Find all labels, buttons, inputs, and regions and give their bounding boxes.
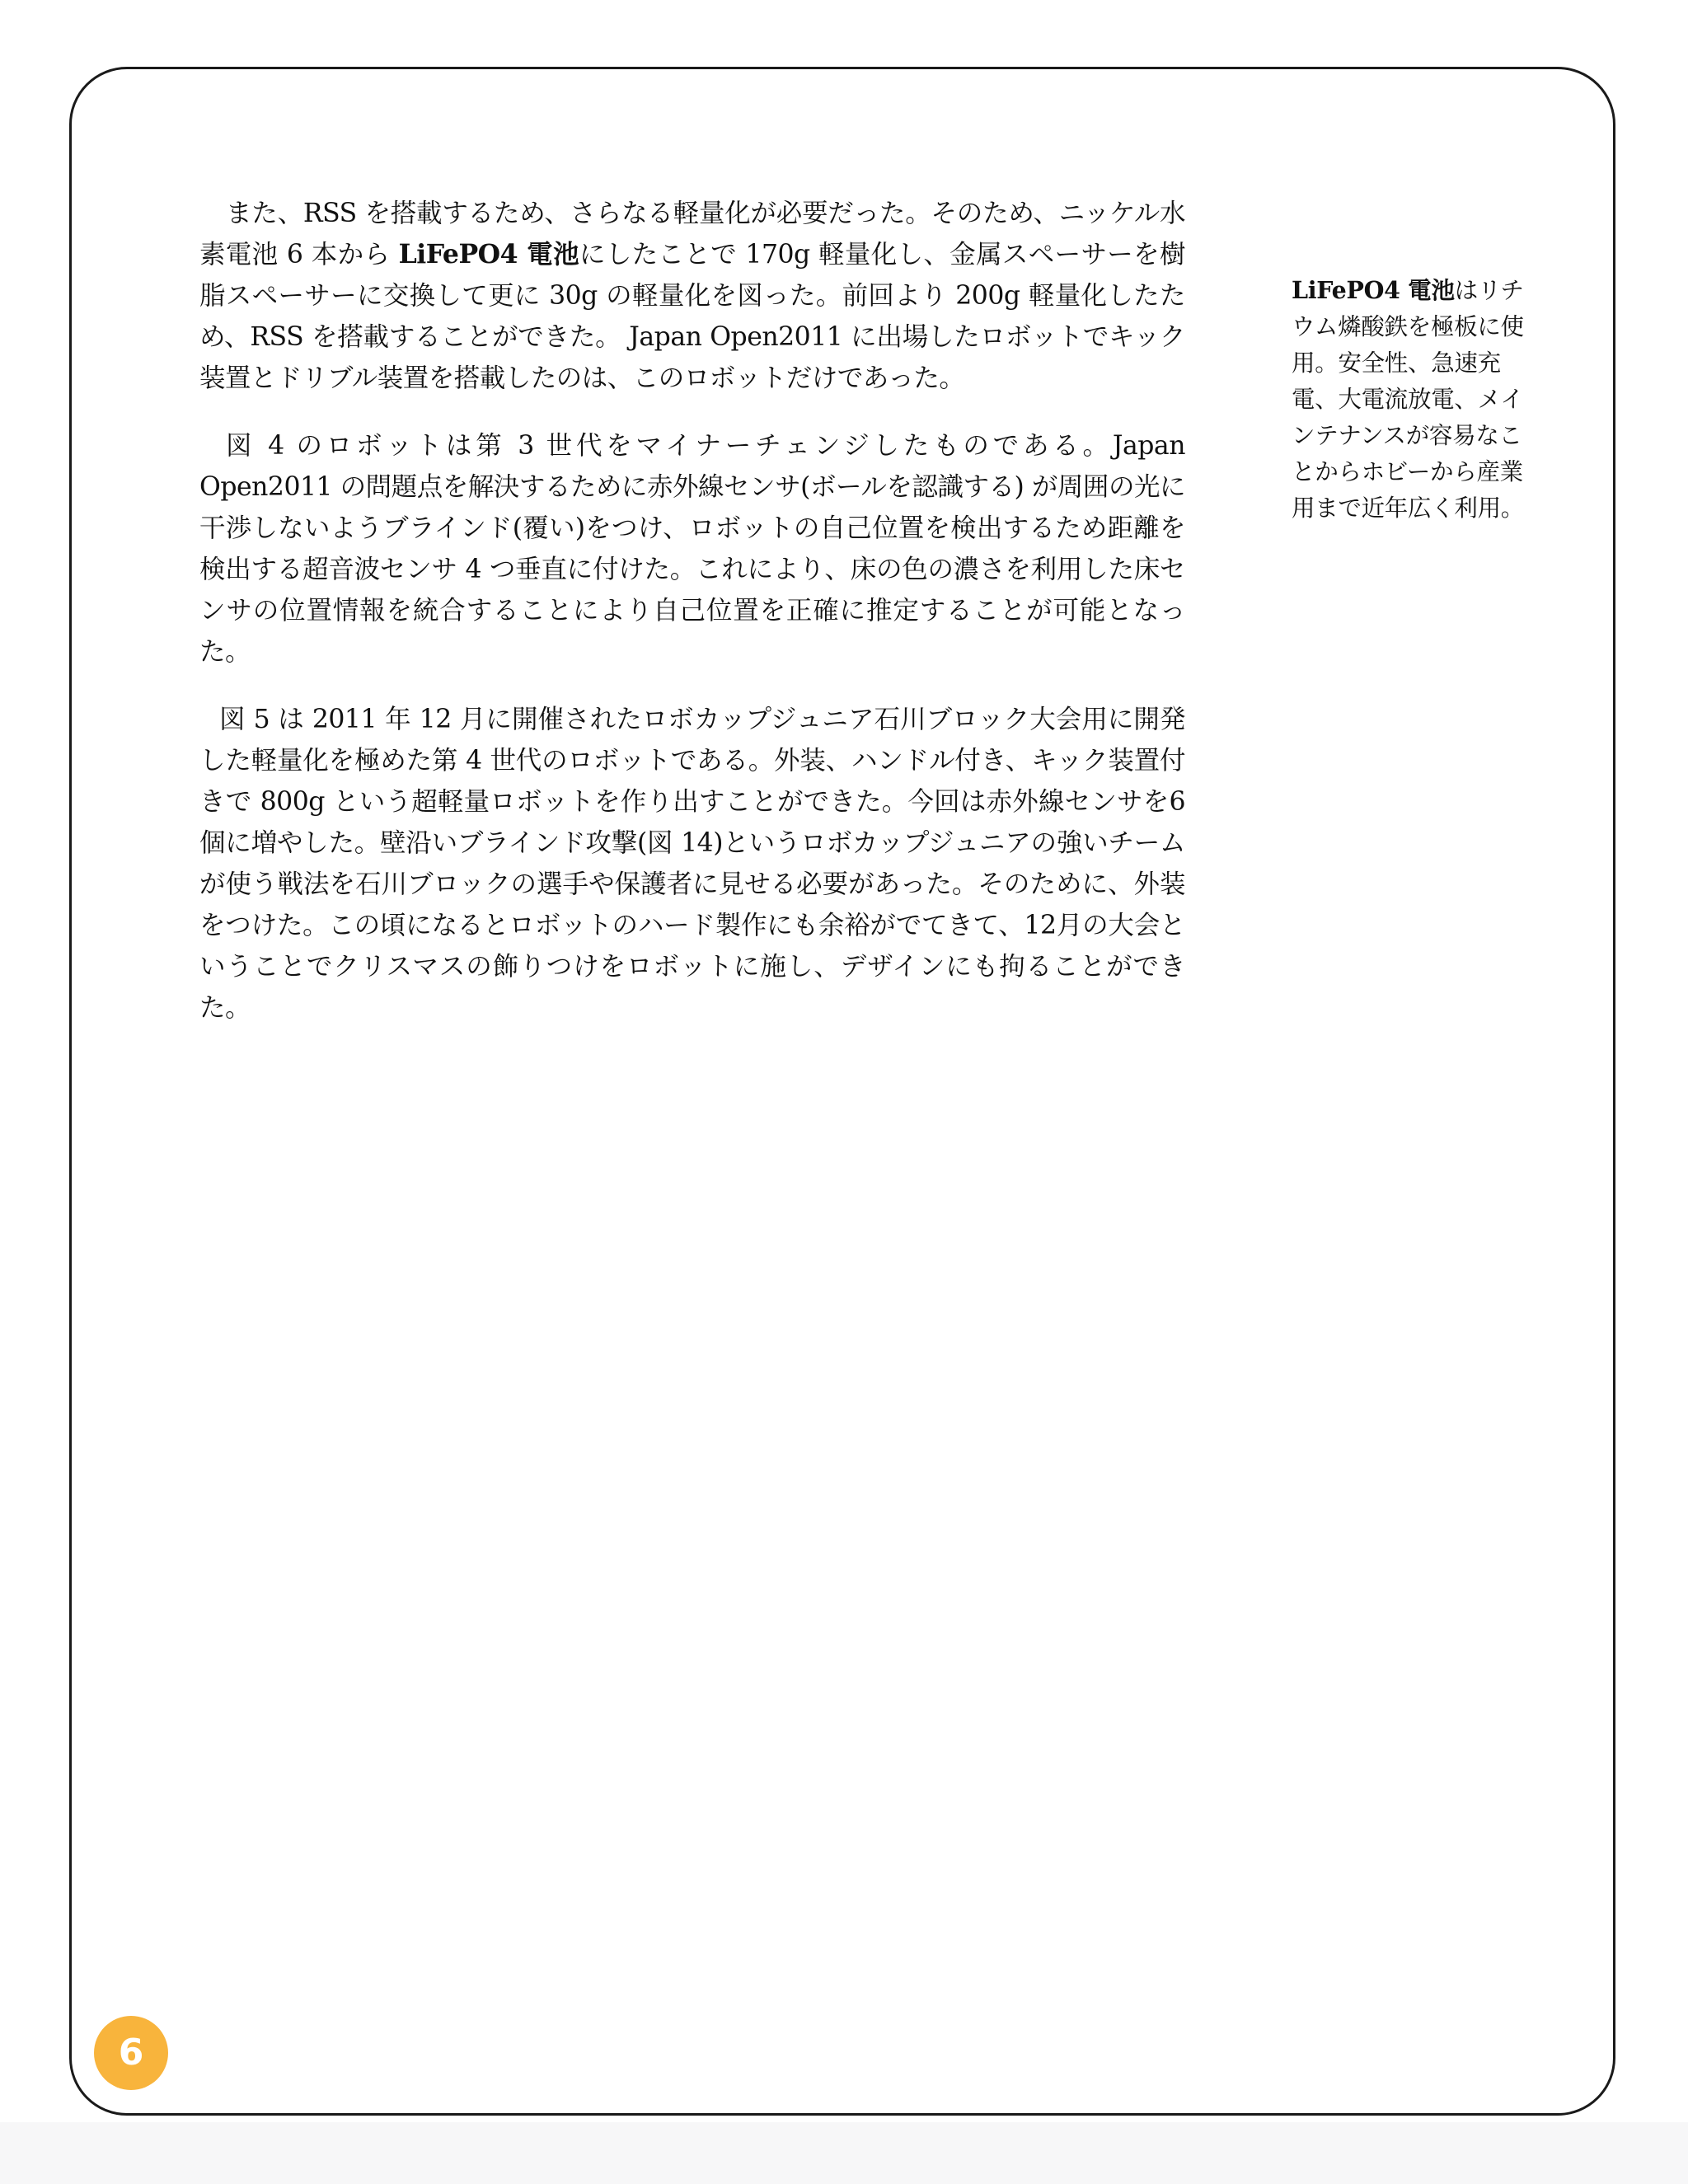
paragraph-figure-4: 図 4 のロボットは第 3 世代をマイナーチェンジしたものである。Japan Open2011 の問題点を解決するために赤外線センサ(ボールを認識する) が周囲の光に干渉しないようブラインド(覆い)をつけ、ロボットの自己位置を検出するため距離を検出する超音波センサ 4 つ垂直に付けた。これにより、床の色の濃さを利用した床センサの位置情報を統合することにより自己位置を正確に推定することが可能となった。 bbox=[199, 431, 1185, 667]
battery-term: LiFePO4 電池 bbox=[398, 239, 579, 269]
page-number: 6 bbox=[118, 2032, 144, 2074]
sidebar-text: はリチウム燐酸鉄を極板に使用。安全性、急速充電、大電流放電、メインテナンスが容易なことからホビーから産業用まで近年広く利用。 bbox=[1292, 277, 1525, 522]
bottom-band bbox=[0, 2122, 1688, 2184]
sidebar-note bbox=[1292, 272, 1539, 527]
main-text-column bbox=[199, 193, 1185, 1055]
sidebar-term: LiFePO4 電池 bbox=[1292, 276, 1455, 304]
paragraph-battery-rest: にしたことで 170g 軽量化し、金属スペーサーを樹脂スペーサーに交換して更に 30g の軽量化を図った。前回より 200g 軽量化したため、RSS を搭載することができた。 Japan Open2011 に出場したロボットでキック装置とドリブル装置を搭載したのは、このロボットだけであった。 bbox=[199, 240, 1185, 393]
page-number-badge bbox=[94, 2016, 168, 2090]
paragraph-battery-intro: また、RSS を搭載するため、さらなる軽量化が必要だった。そのため、ニッケル水素電池 6 本から bbox=[199, 199, 1185, 269]
paragraph-figure-5: 図 5 は 2011 年 12 月に開催されたロボカップジュニア石川ブロック大会用に開発した軽量化を極めた第 4 世代のロボットである。外装、ハンドル付き、キック装置付きで 800g という超軽量ロボットを作り出すことができた。今回は赤外線センサを6個に増やした。壁沿いブラインド攻撃(図 14)というロボカップジュニアの強いチームが使う戦法を石川ブロックの選手や保護者に見せる必要があった。そのために、外装をつけた。この頃になるとロボットのハード製作にも余裕がでてきて、12月の大会ということでクリスマスの飾りつけをロボットに施し、デザインにも拘ることができた。 bbox=[199, 705, 1185, 1023]
paragraph-battery bbox=[199, 193, 1185, 399]
